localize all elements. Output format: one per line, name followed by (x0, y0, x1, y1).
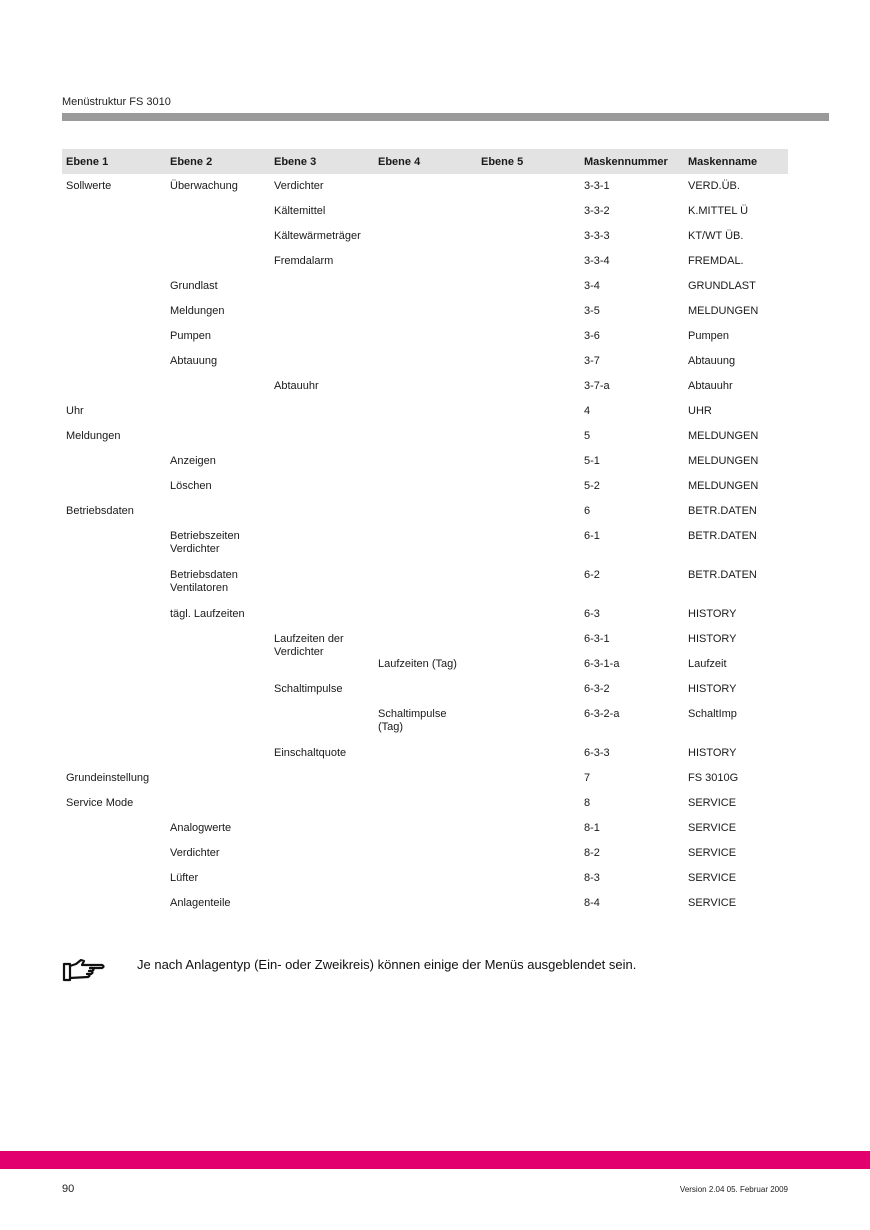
cell-maskenname: FREMDAL. (688, 255, 744, 267)
cell-ebene-5 (477, 449, 580, 455)
cell-ebene-5 (477, 199, 580, 205)
table-row (62, 891, 788, 916)
cell-ebene-5 (477, 299, 580, 305)
cell-maskennummer: 6-3-1-a (584, 658, 620, 670)
cell-maskenname: GRUNDLAST (688, 280, 756, 292)
table-row (62, 602, 788, 627)
cell-ebene-2: Betriebsdaten Ventilatoren (170, 569, 238, 594)
table-row (62, 563, 788, 602)
cell-maskennummer: 3-7-a (584, 380, 610, 392)
cell-maskenname: SERVICE (688, 872, 737, 884)
cell-maskenname: Pumpen (688, 330, 729, 342)
page-number: 90 (62, 1183, 75, 1195)
cell-maskenname: MELDUNGEN (688, 455, 759, 467)
table-row (62, 841, 788, 866)
cell-ebene-2: Betriebszeiten Verdichter (170, 530, 240, 555)
cell-ebene-2 (166, 741, 270, 747)
cell-maskenname: Laufzeit (688, 658, 727, 670)
cell-ebene-2 (166, 677, 270, 683)
cell-ebene-5 (477, 866, 580, 872)
cell-ebene-4 (374, 524, 477, 530)
cell-ebene-5 (477, 349, 580, 355)
cell-ebene-4 (374, 499, 477, 505)
cell-ebene-5 (477, 399, 580, 405)
cell-maskennummer: 3-7 (584, 355, 600, 367)
cell-ebene-2 (166, 249, 270, 255)
cell-maskenname: HISTORY (688, 683, 737, 695)
cell-ebene-5 (477, 249, 580, 255)
note-text: Je nach Anlagentyp (Ein- oder Zweikreis) können einige der Menüs ausgeblendet sein. (137, 957, 637, 972)
cell-maskennummer: 5-1 (584, 455, 600, 467)
cell-maskenname: HISTORY (688, 747, 737, 759)
cell-ebene-2 (166, 652, 270, 658)
cell-ebene-5 (477, 816, 580, 822)
cell-ebene-3 (270, 766, 374, 772)
cell-ebene-3: Kältemittel (274, 205, 326, 217)
cell-ebene-3 (270, 524, 374, 530)
cell-ebene-3 (270, 424, 374, 430)
cell-ebene-3 (270, 499, 374, 505)
cell-ebene-4: Schaltimpulse (Tag) (378, 708, 447, 733)
header-rule (62, 113, 829, 121)
cell-maskenname: SchaltImp (688, 708, 737, 720)
cell-maskennummer: 8-1 (584, 822, 600, 834)
table-row (62, 866, 788, 891)
cell-ebene-1 (62, 324, 166, 330)
table-row (62, 741, 788, 766)
cell-ebene-5 (477, 702, 580, 708)
cell-ebene-5 (477, 524, 580, 530)
header-maskennummer: Maskennummer (584, 155, 668, 168)
cell-ebene-5 (477, 274, 580, 280)
cell-ebene-5 (477, 174, 580, 180)
cell-ebene-4 (374, 324, 477, 330)
cell-ebene-1 (62, 199, 166, 205)
cell-ebene-3: Abtauuhr (274, 380, 319, 392)
cell-ebene-5 (477, 474, 580, 480)
cell-ebene-1 (62, 677, 166, 683)
cell-ebene-5 (477, 766, 580, 772)
table-row (62, 627, 788, 658)
cell-ebene-1: Sollwerte (66, 180, 112, 192)
cell-ebene-1: Meldungen (66, 430, 121, 442)
note (62, 956, 822, 986)
cell-maskenname: MELDUNGEN (688, 305, 759, 317)
cell-maskennummer: 6-3-2-a (584, 708, 620, 720)
cell-ebene-5 (477, 563, 580, 569)
cell-maskenname: Abtauung (688, 355, 736, 367)
cell-ebene-1 (62, 563, 166, 569)
version-info: Version 2.04 05. Februar 2009 (679, 1185, 788, 1194)
cell-ebene-2: Überwachung (170, 180, 238, 192)
cell-ebene-5 (477, 374, 580, 380)
cell-ebene-5 (477, 677, 580, 683)
cell-ebene-2 (166, 791, 270, 797)
cell-ebene-3 (270, 702, 374, 708)
cell-ebene-4 (374, 374, 477, 380)
pointing-hand-icon (62, 958, 106, 982)
table-row (62, 424, 788, 449)
cell-maskenname: VERD.ÜB. (688, 180, 740, 192)
menu-structure-table (62, 149, 788, 916)
cell-ebene-3 (270, 791, 374, 797)
cell-maskennummer: 3-3-4 (584, 255, 610, 267)
cell-ebene-3: Fremdalarm (274, 255, 334, 267)
cell-maskennummer: 3-3-1 (584, 180, 610, 192)
cell-ebene-3: Kältewärmeträger (274, 230, 361, 242)
table-row (62, 349, 788, 374)
cell-ebene-1 (62, 524, 166, 530)
cell-ebene-5 (477, 791, 580, 797)
cell-ebene-4 (374, 424, 477, 430)
cell-maskennummer: 6-3 (584, 608, 600, 620)
cell-maskenname: BETR.DATEN (688, 505, 757, 517)
table-row (62, 399, 788, 424)
cell-ebene-3 (270, 816, 374, 822)
cell-maskennummer: 3-3-2 (584, 205, 610, 217)
cell-ebene-1 (62, 349, 166, 355)
cell-ebene-4 (374, 891, 477, 897)
cell-maskenname: MELDUNGEN (688, 430, 759, 442)
cell-ebene-4 (374, 224, 477, 230)
cell-ebene-4 (374, 449, 477, 455)
cell-maskenname: KT/WT ÜB. (688, 230, 744, 242)
cell-maskenname: BETR.DATEN (688, 530, 757, 542)
running-title: Menüstruktur FS 3010 (62, 96, 171, 108)
cell-ebene-4 (374, 791, 477, 797)
cell-maskennummer: 7 (584, 772, 591, 784)
table-body (62, 174, 788, 916)
header-maskenname: Maskenname (688, 155, 758, 168)
cell-ebene-4 (374, 602, 477, 608)
cell-ebene-1: Service Mode (66, 797, 134, 809)
cell-ebene-2 (166, 766, 270, 772)
table-row (62, 791, 788, 816)
cell-ebene-3: Laufzeiten der Verdichter (274, 633, 344, 658)
cell-ebene-1 (62, 627, 166, 633)
cell-maskennummer: 4 (584, 405, 591, 417)
cell-maskennummer: 5 (584, 430, 591, 442)
cell-ebene-2: Abtauung (170, 355, 218, 367)
cell-ebene-1 (62, 652, 166, 658)
header-ebene-1: Ebene 1 (66, 155, 109, 168)
cell-ebene-3: Schaltimpulse (274, 683, 343, 695)
cell-maskennummer: 8-3 (584, 872, 600, 884)
cell-ebene-5 (477, 841, 580, 847)
cell-ebene-3: Verdichter (274, 180, 324, 192)
cell-ebene-3 (270, 474, 374, 480)
cell-ebene-2: tägl. Laufzeiten (170, 608, 245, 620)
cell-maskenname: MELDUNGEN (688, 480, 759, 492)
cell-ebene-1: Uhr (66, 405, 84, 417)
cell-maskennummer: 6-3-3 (584, 747, 610, 759)
cell-ebene-1 (62, 816, 166, 822)
cell-ebene-1 (62, 474, 166, 480)
cell-maskenname: HISTORY (688, 633, 737, 645)
cell-ebene-1 (62, 866, 166, 872)
cell-ebene-2: Anzeigen (170, 455, 216, 467)
cell-maskenname: UHR (688, 405, 712, 417)
header-ebene-2: Ebene 2 (170, 155, 213, 168)
cell-ebene-1 (62, 841, 166, 847)
cell-ebene-1 (62, 274, 166, 280)
cell-ebene-4 (374, 399, 477, 405)
cell-ebene-2: Analogwerte (170, 822, 232, 834)
cell-ebene-4 (374, 174, 477, 180)
table-row (62, 816, 788, 841)
table-row (62, 474, 788, 499)
cell-ebene-3 (270, 274, 374, 280)
table-row (62, 299, 788, 324)
cell-ebene-3: Einschaltquote (274, 747, 347, 759)
table-row (62, 766, 788, 791)
cell-ebene-3 (270, 449, 374, 455)
cell-ebene-4 (374, 274, 477, 280)
table-row (62, 702, 788, 741)
cell-ebene-5 (477, 224, 580, 230)
cell-ebene-3 (270, 324, 374, 330)
cell-maskennummer: 8-2 (584, 847, 600, 859)
cell-ebene-4 (374, 677, 477, 683)
cell-maskenname: SERVICE (688, 822, 737, 834)
table-row (62, 677, 788, 702)
table-row (62, 374, 788, 399)
cell-ebene-4 (374, 816, 477, 822)
table-row (62, 449, 788, 474)
cell-ebene-3 (270, 652, 374, 658)
footer-accent-bar (0, 1151, 870, 1169)
cell-ebene-2 (166, 627, 270, 633)
cell-ebene-1 (62, 299, 166, 305)
cell-maskenname: BETR.DATEN (688, 569, 757, 581)
cell-maskenname: FS 3010G (688, 772, 739, 784)
cell-maskenname: SERVICE (688, 847, 737, 859)
cell-ebene-4 (374, 766, 477, 772)
cell-ebene-3 (270, 891, 374, 897)
cell-ebene-2: Anlagenteile (170, 897, 231, 909)
table-row (62, 274, 788, 299)
cell-ebene-2 (166, 424, 270, 430)
table-row (62, 174, 788, 199)
cell-ebene-5 (477, 627, 580, 633)
table-header (62, 149, 788, 174)
cell-ebene-1 (62, 374, 166, 380)
header-ebene-5: Ebene 5 (481, 155, 524, 168)
table-row (62, 652, 788, 677)
cell-ebene-4 (374, 741, 477, 747)
cell-ebene-2 (166, 199, 270, 205)
cell-ebene-2 (166, 374, 270, 380)
cell-ebene-4 (374, 627, 477, 633)
cell-ebene-4 (374, 563, 477, 569)
cell-ebene-1 (62, 741, 166, 747)
cell-ebene-3 (270, 563, 374, 569)
table-row (62, 224, 788, 249)
cell-ebene-1 (62, 702, 166, 708)
cell-maskennummer: 6-1 (584, 530, 600, 542)
cell-maskenname: Abtauuhr (688, 380, 733, 392)
cell-ebene-4 (374, 249, 477, 255)
cell-ebene-5 (477, 499, 580, 505)
cell-maskenname: SERVICE (688, 897, 737, 909)
cell-ebene-2 (166, 499, 270, 505)
cell-maskennummer: 3-6 (584, 330, 600, 342)
table-row (62, 524, 788, 563)
cell-ebene-2: Lüfter (170, 872, 199, 884)
cell-ebene-4 (374, 299, 477, 305)
cell-ebene-4 (374, 841, 477, 847)
cell-maskennummer: 3-3-3 (584, 230, 610, 242)
cell-ebene-3 (270, 841, 374, 847)
cell-ebene-1: Betriebsdaten (66, 505, 134, 517)
cell-maskennummer: 6-2 (584, 569, 600, 581)
cell-maskenname: K.MITTEL Ü (688, 205, 749, 217)
cell-maskennummer: 3-4 (584, 280, 600, 292)
table-row (62, 324, 788, 349)
cell-ebene-3 (270, 299, 374, 305)
cell-ebene-3 (270, 399, 374, 405)
cell-ebene-2: Meldungen (170, 305, 225, 317)
cell-ebene-4 (374, 349, 477, 355)
cell-ebene-4 (374, 199, 477, 205)
cell-maskennummer: 5-2 (584, 480, 600, 492)
cell-maskennummer: 8-4 (584, 897, 600, 909)
cell-maskennummer: 6 (584, 505, 591, 517)
cell-maskennummer: 6-3-2 (584, 683, 610, 695)
cell-ebene-2 (166, 702, 270, 708)
cell-ebene-2: Pumpen (170, 330, 211, 342)
cell-ebene-2 (166, 399, 270, 405)
header-ebene-4: Ebene 4 (378, 155, 421, 168)
cell-maskenname: HISTORY (688, 608, 737, 620)
cell-ebene-3 (270, 866, 374, 872)
cell-ebene-2: Grundlast (170, 280, 218, 292)
cell-ebene-5 (477, 891, 580, 897)
cell-ebene-3 (270, 349, 374, 355)
cell-ebene-4: Laufzeiten (Tag) (378, 658, 457, 670)
cell-maskennummer: 8 (584, 797, 591, 809)
cell-ebene-4 (374, 474, 477, 480)
cell-ebene-1 (62, 891, 166, 897)
cell-ebene-2: Löschen (170, 480, 212, 492)
cell-ebene-5 (477, 602, 580, 608)
cell-maskennummer: 3-5 (584, 305, 600, 317)
table-row (62, 249, 788, 274)
cell-maskennummer: 6-3-1 (584, 633, 610, 645)
cell-ebene-4 (374, 866, 477, 872)
table-row (62, 499, 788, 524)
cell-ebene-2 (166, 224, 270, 230)
cell-ebene-1 (62, 602, 166, 608)
cell-ebene-1: Grundeinstellung (66, 772, 150, 784)
cell-ebene-5 (477, 324, 580, 330)
cell-ebene-2: Verdichter (170, 847, 220, 859)
cell-ebene-3 (270, 602, 374, 608)
cell-ebene-5 (477, 424, 580, 430)
cell-maskenname: SERVICE (688, 797, 737, 809)
cell-ebene-5 (477, 741, 580, 747)
cell-ebene-1 (62, 249, 166, 255)
header-ebene-3: Ebene 3 (274, 155, 317, 168)
cell-ebene-1 (62, 449, 166, 455)
cell-ebene-5 (477, 652, 580, 658)
table-row (62, 199, 788, 224)
cell-ebene-1 (62, 224, 166, 230)
